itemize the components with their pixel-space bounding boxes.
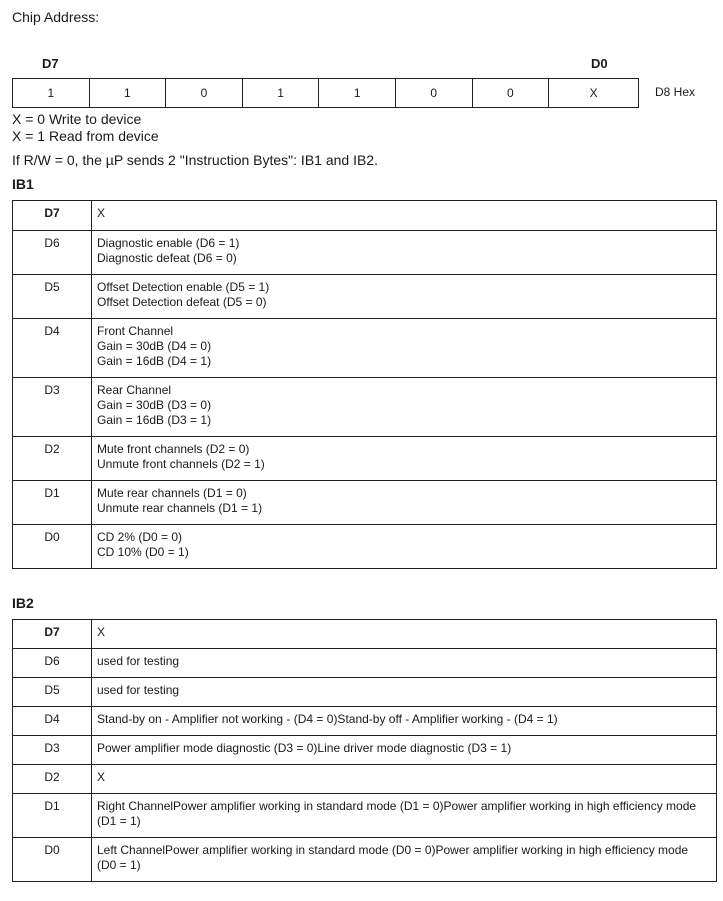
register-row <box>13 649 717 678</box>
description-cell <box>92 319 717 378</box>
description-cell <box>92 481 717 525</box>
description-cell <box>92 794 717 838</box>
register-row <box>13 678 717 707</box>
register-row <box>13 794 717 838</box>
description-cell <box>92 437 717 481</box>
bit-cell: D4 <box>13 707 92 736</box>
address-bit-cell: 1 <box>319 79 396 108</box>
bit-cell: D6 <box>13 649 92 678</box>
register-row <box>13 437 717 481</box>
address-bit-cell: 1 <box>242 79 319 108</box>
bit-cell: D2 <box>13 765 92 794</box>
description-line: Gain = 16dB (D3 = 1) <box>97 413 212 427</box>
description-line: Left ChannelPower amplifier working in standard mode (D0 = 0)Power amplifier working in high efficiency mode (D0 = 1) <box>97 843 689 872</box>
note-rw: If R/W = 0, the µP sends 2 "Instruction Bytes": IB1 and IB2. <box>12 152 378 168</box>
description-line: X <box>97 770 106 784</box>
description-line: Offset Detection defeat (D5 = 0) <box>97 295 267 309</box>
address-bit-cell: 1 <box>13 79 90 108</box>
description-cell <box>92 275 717 319</box>
bit-cell: D0 <box>13 525 92 569</box>
description-cell <box>92 378 717 437</box>
description-line: used for testing <box>97 654 180 668</box>
bit-cell: D0 <box>13 838 92 882</box>
description-line: Rear Channel <box>97 383 172 397</box>
description-cell <box>92 231 717 275</box>
description-cell <box>92 736 717 765</box>
description-line: X <box>97 625 106 639</box>
description-cell <box>92 678 717 707</box>
description-line: Mute front channels (D2 = 0) <box>97 442 250 456</box>
address-bit-cell: 0 <box>166 79 243 108</box>
bit-cell: D2 <box>13 437 92 481</box>
register-row <box>13 275 717 319</box>
description-line: CD 2% (D0 = 0) <box>97 530 183 544</box>
register-row <box>13 525 717 569</box>
bit-cell: D3 <box>13 736 92 765</box>
description-line: used for testing <box>97 683 180 697</box>
description-line: Unmute front channels (D2 = 1) <box>97 457 265 471</box>
bit-cell: D6 <box>13 231 92 275</box>
address-bit-cell: 0 <box>395 79 472 108</box>
register-row <box>13 765 717 794</box>
description-line: Offset Detection enable (D5 = 1) <box>97 280 270 294</box>
register-row <box>13 201 717 231</box>
description-cell <box>92 707 717 736</box>
description-cell <box>92 649 717 678</box>
ib2-title: IB2 <box>12 595 34 611</box>
description-line: Diagnostic enable (D6 = 1) <box>97 236 240 250</box>
register-row <box>13 620 717 649</box>
address-bit-cell: 1 <box>89 79 166 108</box>
bit-cell: D1 <box>13 794 92 838</box>
bit-cell: D4 <box>13 319 92 378</box>
description-line: Gain = 30dB (D3 = 0) <box>97 398 212 412</box>
page-heading: Chip Address: <box>12 9 100 25</box>
hex-label: D8 Hex <box>655 85 696 99</box>
register-row <box>13 707 717 736</box>
ib2-table <box>12 619 717 882</box>
description-cell <box>92 765 717 794</box>
bit-cell: D7 <box>13 201 92 231</box>
register-row <box>13 838 717 882</box>
description-line: Front Channel <box>97 324 174 338</box>
register-row <box>13 319 717 378</box>
chip-address-table <box>12 78 639 108</box>
description-line: Stand-by on - Amplifier not working - (D4 = 0)Stand-by off - Amplifier working - (D4 = 1) <box>97 712 558 726</box>
description-cell <box>92 525 717 569</box>
description-line: Power amplifier mode diagnostic (D3 = 0)Line driver mode diagnostic (D3 = 1) <box>97 741 512 755</box>
msb-label: D7 <box>42 56 59 71</box>
description-line: Gain = 16dB (D4 = 1) <box>97 354 212 368</box>
ib1-title: IB1 <box>12 176 34 192</box>
ib1-table <box>12 200 717 569</box>
description-line: X <box>97 206 106 220</box>
register-row <box>13 481 717 525</box>
description-line: CD 10% (D0 = 1) <box>97 545 189 559</box>
description-cell <box>92 838 717 882</box>
bit-cell: D7 <box>13 620 92 649</box>
address-bit-cell: 0 <box>472 79 549 108</box>
bit-cell: D1 <box>13 481 92 525</box>
bit-cell: D5 <box>13 275 92 319</box>
bit-cell: D5 <box>13 678 92 707</box>
note-write: X = 0 Write to device <box>12 111 142 127</box>
lsb-label: D0 <box>591 56 608 71</box>
note-read: X = 1 Read from device <box>12 128 159 144</box>
register-row <box>13 736 717 765</box>
description-cell <box>92 620 717 649</box>
description-line: Diagnostic defeat (D6 = 0) <box>97 251 237 265</box>
description-cell <box>92 201 717 231</box>
description-line: Gain = 30dB (D4 = 0) <box>97 339 212 353</box>
description-line: Mute rear channels (D1 = 0) <box>97 486 247 500</box>
description-line: Right ChannelPower amplifier working in standard mode (D1 = 0)Power amplifier working in high efficiency mode (D1 = 1) <box>97 799 697 828</box>
description-line: Unmute rear channels (D1 = 1) <box>97 501 263 515</box>
bit-cell: D3 <box>13 378 92 437</box>
address-bit-cell: X <box>549 79 639 108</box>
register-row <box>13 231 717 275</box>
register-row <box>13 378 717 437</box>
